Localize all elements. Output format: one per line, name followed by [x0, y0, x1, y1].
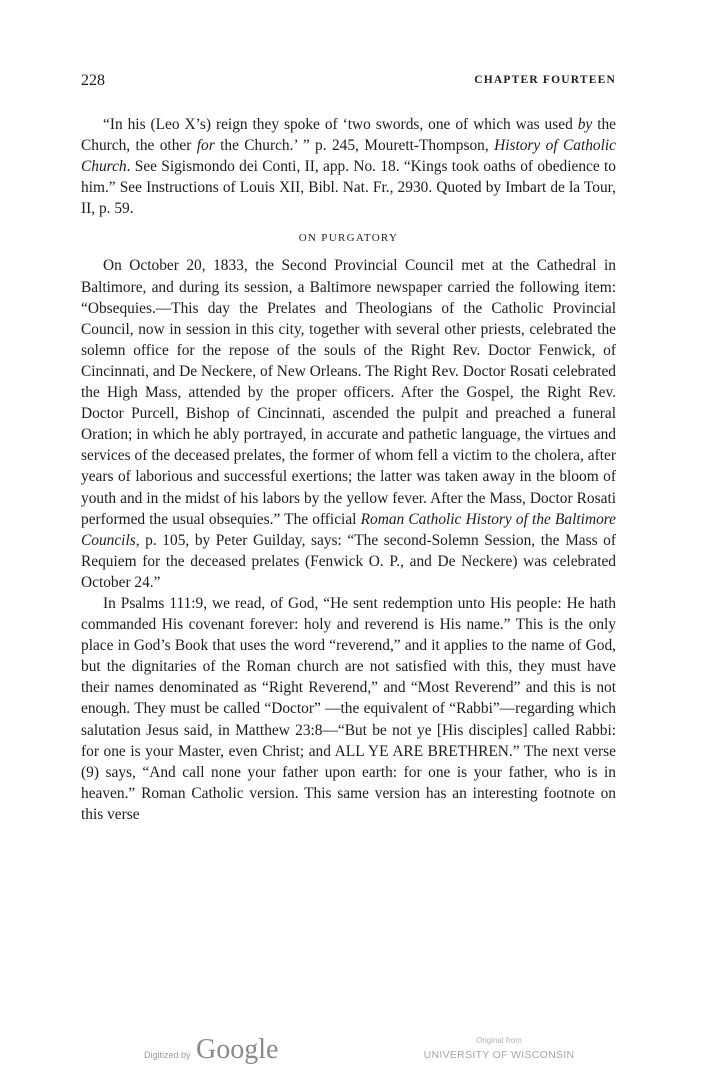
scan-footer: [0, 1034, 711, 1074]
paragraph-footnote-quote: “In his (Leo X’s) reign they spoke of ‘two swords, one of which was used by the Church, the other for the Church.’ ” p. 245, Mourett-Thompson, History of Catholic Church. See Sigismondo dei Conti, II, app. No. 18. “Kings took oaths of obedience to him.” See Instructions of Louis XII, Bibl. Nat. Fr., 2930. Quoted by Imbart de la Tour, II, p. 59.: [81, 116, 617, 218]
book-title-baltimore: Roman Catholic History of the Baltimore Councils: [81, 510, 617, 549]
emphasis-by: by: [577, 116, 593, 133]
google-logo: Google: [196, 1034, 279, 1065]
paragraph-psalms: In Psalms 111:9, we read, of God, “He sent redemption unto His people: He hath commanded His covenant forever: holy and reverend is His name.” This is the only place in God’s Book that uses the word “reverend,” and it applies to the name of God, but the dignitaries of the Roman church are not satisfied with this, they must have their names denominated as “Right Reverend,” and “Most Reverend” and this is not enough. They must be called “Doctor” —the equivalent of “Rabbi”—regarding which salutation Jesus said, in Matthew 23:8—“But be not ye [His disciples] called Rabbi: for one is your Master, even Christ; and ALL YE ARE BRETHREN.” The next verse (9) says, “And call none your father upon earth: for one is your father, who is in heaven.” Roman Catholic version. This same version has an interesting footnote on this verse: [81, 594, 616, 823]
paragraph-baltimore-council: On October 20, 1833, the Second Provincial Council met at the Cathedral in Baltimore, and during its session, a Baltimore newspaper carried the following item: “Obsequies.—This day the Prelates and Theologians of the Catholic Provincial Council, now in session in this city, together with several other priests, celebrated the solemn office for the repose of the souls of the Right Rev. Doctor Fenwick, of Cincinnati, and De Neckere, of New Orleans. The Right Rev. Doctor Rosati celebrated the High Mass, attended by the proper officers. After the Gospel, the Right Rev. Doctor Purcell, Bishop of Cincinnati, ascended the pulpit and preached a funeral Oration; in which he ably portrayed, in accurate and pathetic language, the virtues and services of the deceased prelates, the former of whom fell a victim to the cholera, after years of laborious and successful exertions; the latter was taken away in the bloom of youth and in the midst of his labors by the yellow fever. After the Mass, Doctor Rosati performed the usual obsequies.” The official Roman Catholic History of the Baltimore Councils, p. 105, by Peter Guilday, says: “The second-Solemn Session, the Mass of Requiem for the deceased prelates (Fenwick O. P., and De Neckere) was celebrated October 24.”: [81, 257, 617, 591]
university-label: UNIVERSITY OF WISCONSIN: [423, 1049, 575, 1061]
emphasis-for: for: [196, 137, 215, 155]
page-number: 228: [81, 72, 105, 89]
body-text: [81, 114, 616, 825]
section-heading: ON PURGATORY: [298, 232, 399, 245]
page-header: [81, 72, 616, 96]
book-title-history: History of Catholic Church: [81, 137, 617, 176]
digitized-by-label: Digitized by: [144, 1050, 191, 1060]
original-from-label: Original from: [476, 1036, 522, 1045]
running-head: CHAPTER FOURTEEN: [474, 74, 616, 86]
